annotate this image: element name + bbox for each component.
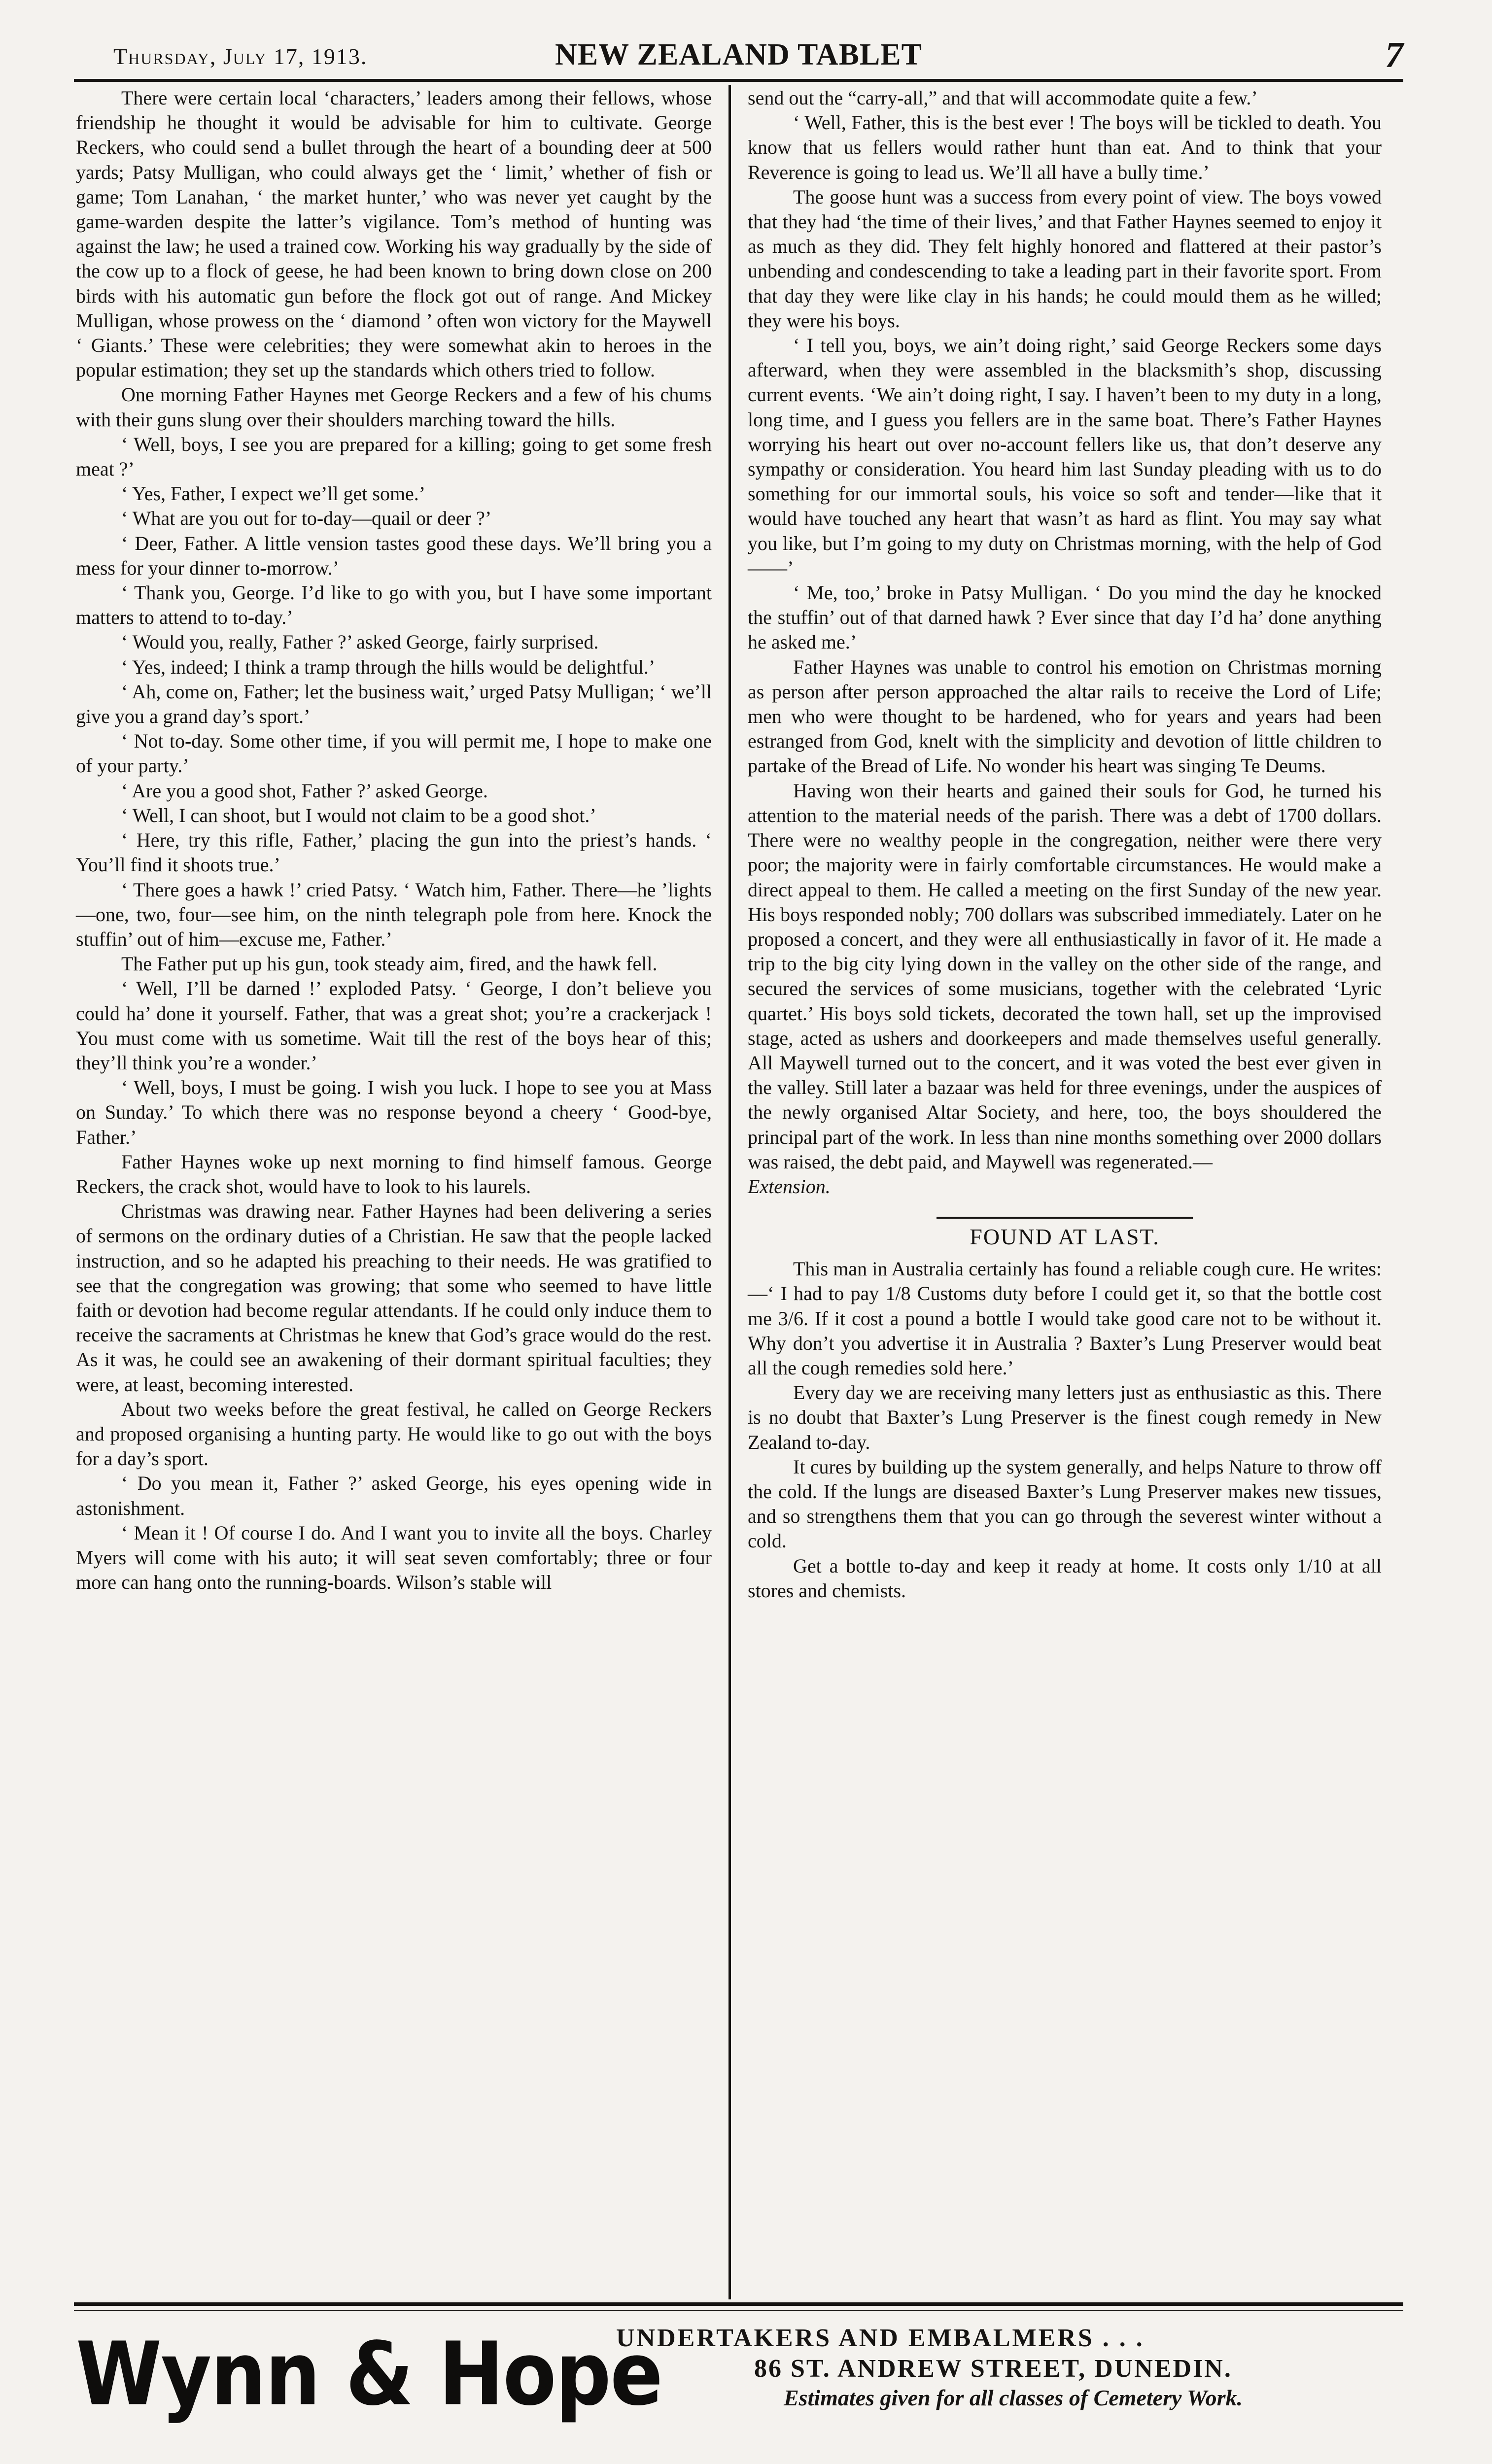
footer-advert	[74, 2311, 1403, 2429]
paragraph: ‘ Well, boys, I must be going. I wish you luck. I hope to see you at Mass on Sunday.’ To which there was no response beyond a cheery ‘ Good-bye, Father.’	[76, 1076, 712, 1148]
paragraph: ‘ Me, too,’ broke in Patsy Mulligan. ‘ Do you mind the day he knocked the stuffin’ out of that darned hawk ? Ever since that day I’d ha’ done anything he asked me.’	[748, 582, 1382, 653]
paragraph: ‘ Mean it ! Of course I do. And I want you to invite all the boys. Charley Myers will come with his auto; it will seat seven comfortably; three or four more can hang onto the running-boards. Wilson’s stable will	[76, 1521, 712, 1594]
publication-title: NEW ZEALAND TABLET	[555, 38, 922, 71]
page-number: 7	[1385, 35, 1403, 75]
article-source: Extension.	[748, 1175, 831, 1198]
paragraph: send out the “carry-all,” and that will accommodate quite a few.’	[748, 87, 1258, 109]
page-header	[74, 34, 1403, 77]
paragraph: One morning Father Haynes met George Reckers and a few of his chums with their guns slung over their shoulders marching toward the hills.	[76, 383, 712, 431]
paragraph: The goose hunt was a success from every point of view. The boys vowed that they had ‘the time of their lives,’ and that Father Haynes seemed to enjoy it as much as they did. They felt highly honored and flattered at their pastor’s unbending and condescending to take a leading part in their favorite sport. From that day they were like clay in his hands; he could mould them as he willed; they were his boys.	[748, 185, 1382, 332]
article-columns	[74, 82, 1403, 2299]
paragraph: Having won their hearts and gained their souls for God, he turned his attention to the material needs of the parish. There was a debt of 1700 dollars. There were no wealthy people in the congregation, neither were there very poor; the majority were in fairly comfortable circumstances. He would make a direct appeal to them. He called a meeting on the first Sunday of the new year. His boys responded nobly; 700 dollars was subscribed immediately. Later on he proposed a concert, and they were all enthusiastically in favor of it. He made a trip to the big city lying down in the valley on the other side of the range, and secured the services of some musicians, together with the celebrated ‘Lyric quartet.’ His boys sold tickets, decorated the town hall, set up the improvised stage, acted as ushers and doorkeepers and made themselves useful generally. All Maywell turned out to the concert, and it was voted the best ever given in the valley. Still later a bazaar was held for three evenings, under the auspices of the newly organised Altar Society, and here, too, the boys shouldered the principal part of the work. In less than nine months something over 2000 dollars was raised, the debt paid, and Maywell was regenerated.—	[748, 779, 1382, 1173]
paragraph: The Father put up his gun, took steady aim, fired, and the hawk fell.	[121, 953, 658, 975]
advert-services: UNDERTAKERS AND EMBALMERS . . .	[616, 2324, 1145, 2352]
paragraph: About two weeks before the great festival, he called on George Reckers and proposed organising a hunting party. He would like to go out with the boys for a day’s sport.	[76, 1398, 712, 1470]
paragraph: ‘ Do you mean it, Father ?’ asked George, his eyes opening wide in astonishment.	[76, 1472, 712, 1519]
paragraph: Father Haynes was unable to control his emotion on Christmas morning as person after person approached the altar rails to receive the Lord of Life; men who were thought to be hardened, who for years and years had been estranged from God, knelt with the simplicity and devotion of little children to partake of the Bread of Life. No wonder his heart was singing Te Deums.	[748, 655, 1382, 777]
paragraph: ‘ What are you out for to-day—quail or deer ?’	[121, 507, 492, 530]
paragraph: ‘ Yes, Father, I expect we’ll get some.’	[121, 482, 426, 505]
paragraph: ‘ Here, try this rifle, Father,’ placing the gun into the priest’s hands. ‘ You’ll find it shoots true.’	[76, 829, 712, 876]
paragraph: ‘ There goes a hawk !’ cried Patsy. ‘ Watch him, Father. There—he ’lights—one, two, four—see him, on the ninth telegraph pole from here. Knock the stuffin’ out of him—excuse me, Father.’	[76, 878, 712, 950]
paragraph: There were certain local ‘characters,’ leaders among their fellows, whose friendship he thought it would be advisable for him to cultivate. George Reckers, who could send a bullet through the heart of a bounding deer at 500 yards; Patsy Mulligan, who could always get the ‘ limit,’ whether of fish or game; Tom Lanahan, ‘ the market hunter,’ who was never yet caught by the game-warden despite the latter’s vigilance. Tom’s method of hunting was against the law; he used a trained cow. Working his way gradually by the side of the cow up to a flock of geese, he had been known to bring down close on 200 birds with his automatic gun before the flock got out of range. And Mickey Mulligan, whose prowess on the ‘ diamond ’ often won victory for the Maywell ‘ Giants.’ These were celebrities; they were somewhat akin to heroes in the popular estimation; they set up the standards which others tried to follow.	[76, 87, 712, 381]
paragraph: ‘ Well, boys, I see you are prepared for a killing; going to get some fresh meat ?’	[76, 433, 712, 480]
paragraph: ‘ Deer, Father. A little vension tastes good these days. We’ll bring you a mess for your dinner to-morrow.’	[76, 532, 712, 579]
paragraph: ‘ Yes, indeed; I think a tramp through the hills would be delightful.’	[121, 655, 656, 678]
advert-address: 86 ST. ANDREW STREET, DUNEDIN.	[754, 2355, 1232, 2383]
paragraph: This man in Australia certainly has found a reliable cough cure. He writes:—‘ I had to pay 1/8 Customs duty before I could get it, so that the bottle cost me 3/6. If it cost a pound a bottle I would take good care not to be without it. Why don’t you advertise it in Australia ? Baxter’s Lung Preserver would beat all the cough remedies sold here.’	[748, 1258, 1382, 1379]
paragraph: ‘ Well, I can shoot, but I would not claim to be a good shot.’	[121, 804, 596, 826]
paragraph: Get a bottle to-day and keep it ready at home. It costs only 1/10 at all stores and chemists.	[748, 1554, 1382, 1602]
paragraph: ‘ Would you, really, Father ?’ asked George, fairly surprised.	[121, 631, 599, 653]
footer-rule	[74, 2302, 1403, 2306]
advert-tagline: Estimates given for all classes of Cemetery Work.	[784, 2385, 1243, 2410]
paragraph: Father Haynes woke up next morning to find himself famous. George Reckers, the crack shot, would have to look to his laurels.	[76, 1150, 712, 1198]
issue-date: Thursday, July 17, 1913.	[113, 44, 368, 69]
right-column	[731, 82, 1386, 2299]
paragraph: ‘ Thank you, George. I’d like to go with you, but I have some important matters to attend to to-day.’	[76, 582, 712, 629]
paragraph: Christmas was drawing near. Father Haynes had been delivering a series of sermons on the ordinary duties of a Christian. He saw that the people lacked instruction, and so he adapted his preaching to their needs. He was gratified to see that the congregation was growing; that some who seemed to have little faith or devotion had become regular attendants. If he could only induce them to receive the sacraments at Christmas he knew that God’s grace would do the rest. As it was, he could see an awakening of their dormant spiritual faculties; they were, at least, becoming interested.	[76, 1200, 712, 1396]
paragraph: ‘ Are you a good shot, Father ?’ asked George.	[121, 779, 488, 802]
paragraph: ‘ I tell you, boys, we ain’t doing right,’ said George Reckers some days afterward, when they were assembled in the blacksmith’s shop, discussing current events. ‘We ain’t doing right, I say. I haven’t been to my duty in a long, long time, and I guess you fellers are in the same boat. There’s Father Haynes worrying his heart out over no-account fellers like us, that don’t deserve any sympathy or consideration. You heard him last Sunday pleading with us to do something for our immortal souls, his voice so soft and tender—like that it would have touched any heart that wasn’t as hard as flint. You may say what you like, but I’m going to my duty on Christmas morning, with the help of God——’	[748, 334, 1382, 579]
paragraph: Every day we are receiving many letters just as enthusiastic as this. There is no doubt that Baxter’s Lung Preserver is the finest cough remedy in New Zealand to-day.	[748, 1381, 1382, 1453]
left-column	[74, 82, 729, 2299]
paragraph: ‘ Ah, come on, Father; let the business wait,’ urged Patsy Mulligan; ‘ we’ll give you a grand day’s sport.’	[76, 680, 712, 728]
paragraph: ‘ Well, Father, this is the best ever ! The boys will be tickled to death. You know that us fellers would rather hunt than eat. And to think that your Reverence is going to lead us. We’ll all have a bully time.’	[748, 111, 1382, 183]
paragraph: It cures by building up the system generally, and helps Nature to throw off the cold. If the lungs are diseased Baxter’s Lung Preserver makes new tissues, and so strengthens them that you can go through the severest winter without a cold.	[748, 1455, 1382, 1552]
paragraph: ‘ Not to-day. Some other time, if you will permit me, I hope to make one of your party.’	[76, 730, 712, 777]
brand-name: Wynn & Hope	[76, 2324, 662, 2426]
section-rule	[937, 1217, 1193, 1219]
advert-heading: FOUND AT LAST.	[970, 1224, 1160, 1250]
paragraph: ‘ Well, I’ll be darned !’ exploded Patsy. ‘ George, I don’t believe you could ha’ done it yourself. Father, that was a great shot; you’re a crackerjack ! You must come with us sometime. Wait till the rest of the boys hear of this; they’ll think you’re a wonder.’	[76, 977, 712, 1074]
